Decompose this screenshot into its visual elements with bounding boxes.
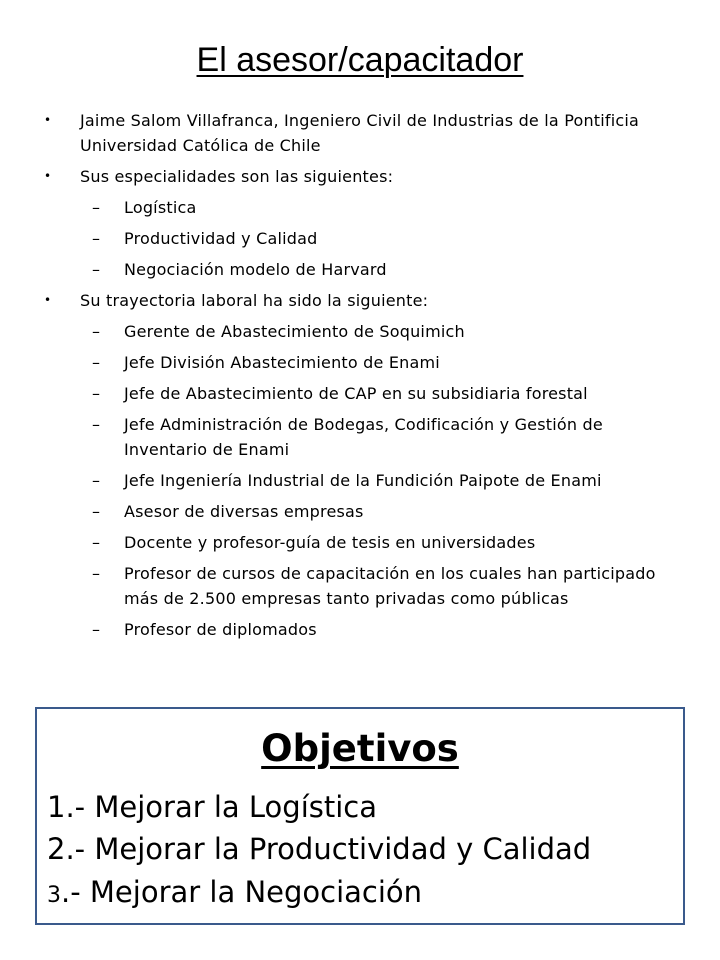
dash-marker: – [92,502,101,521]
objective-text: .- Mejorar la Negociación [61,875,423,909]
career-item [44,381,674,406]
objective-item [47,831,591,867]
dash-marker: – [92,322,101,341]
dash-marker: – [92,620,101,639]
career-item [44,561,674,611]
bio-text: Jaime Salom Villafranca, Ingeniero Civil de Industrias de la Pontificia Universidad Católica de Chile [80,111,640,155]
objective-item [47,874,422,914]
objective-number: 1 [47,790,66,824]
dash-marker: – [92,260,101,279]
specialty-text: Negociación modelo de Harvard [124,260,387,279]
page-title: El asesor/capacitador [196,41,524,79]
bullet-marker: • [44,113,52,127]
career-intro: Su trayectoria laboral ha sido la siguiente: [80,291,429,310]
career-item [44,468,674,493]
career-text: Jefe Administración de Bodegas, Codificación y Gestión de Inventario de Enami [124,415,603,459]
objective-number: 2 [47,832,66,866]
career-item [44,617,674,642]
dash-marker: – [92,564,101,583]
dash-marker: – [92,353,101,372]
career-item [44,319,674,344]
career-text: Jefe de Abastecimiento de CAP en su subsidiaria forestal [124,384,588,403]
bio-bullet [44,108,674,158]
career-text: Profesor de cursos de capacitación en los cuales han participado más de 2.500 empresas tanto privadas como públicas [124,564,656,608]
career-text: Asesor de diversas empresas [124,502,364,521]
specialty-item [44,257,674,282]
specialties-intro: Sus especialidades son las siguientes: [80,167,394,186]
career-item [44,499,674,524]
dash-marker: – [92,533,101,552]
career-text: Docente y profesor-guía de tesis en universidades [124,533,536,552]
career-item [44,350,674,375]
career-text: Gerente de Abastecimiento de Soquimich [124,322,465,341]
bullet-marker: • [44,169,52,183]
career-text: Profesor de diplomados [124,620,317,639]
objective-number: 3 [47,883,61,908]
career-bullet [44,288,674,313]
specialties-bullet [44,164,674,189]
career-text: Jefe Ingeniería Industrial de la Fundición Paipote de Enami [124,471,602,490]
specialty-text: Logística [124,198,197,217]
career-item [44,412,674,462]
objective-text: .- Mejorar la Productividad y Calidad [65,832,592,866]
specialty-item [44,226,674,251]
objective-item [47,789,377,825]
dash-marker: – [92,415,101,434]
dash-marker: – [92,198,101,217]
career-item [44,530,674,555]
career-text: Jefe División Abastecimiento de Enami [124,353,440,372]
specialty-text: Productividad y Calidad [124,229,318,248]
bullet-list [44,108,674,648]
objective-text: .- Mejorar la Logística [65,790,378,824]
dash-marker: – [92,229,101,248]
objectives-heading: Objetivos [261,727,459,770]
objectives-box [35,707,685,925]
specialty-item [44,195,674,220]
bullet-marker: • [44,293,52,307]
dash-marker: – [92,384,101,403]
dash-marker: – [92,471,101,490]
